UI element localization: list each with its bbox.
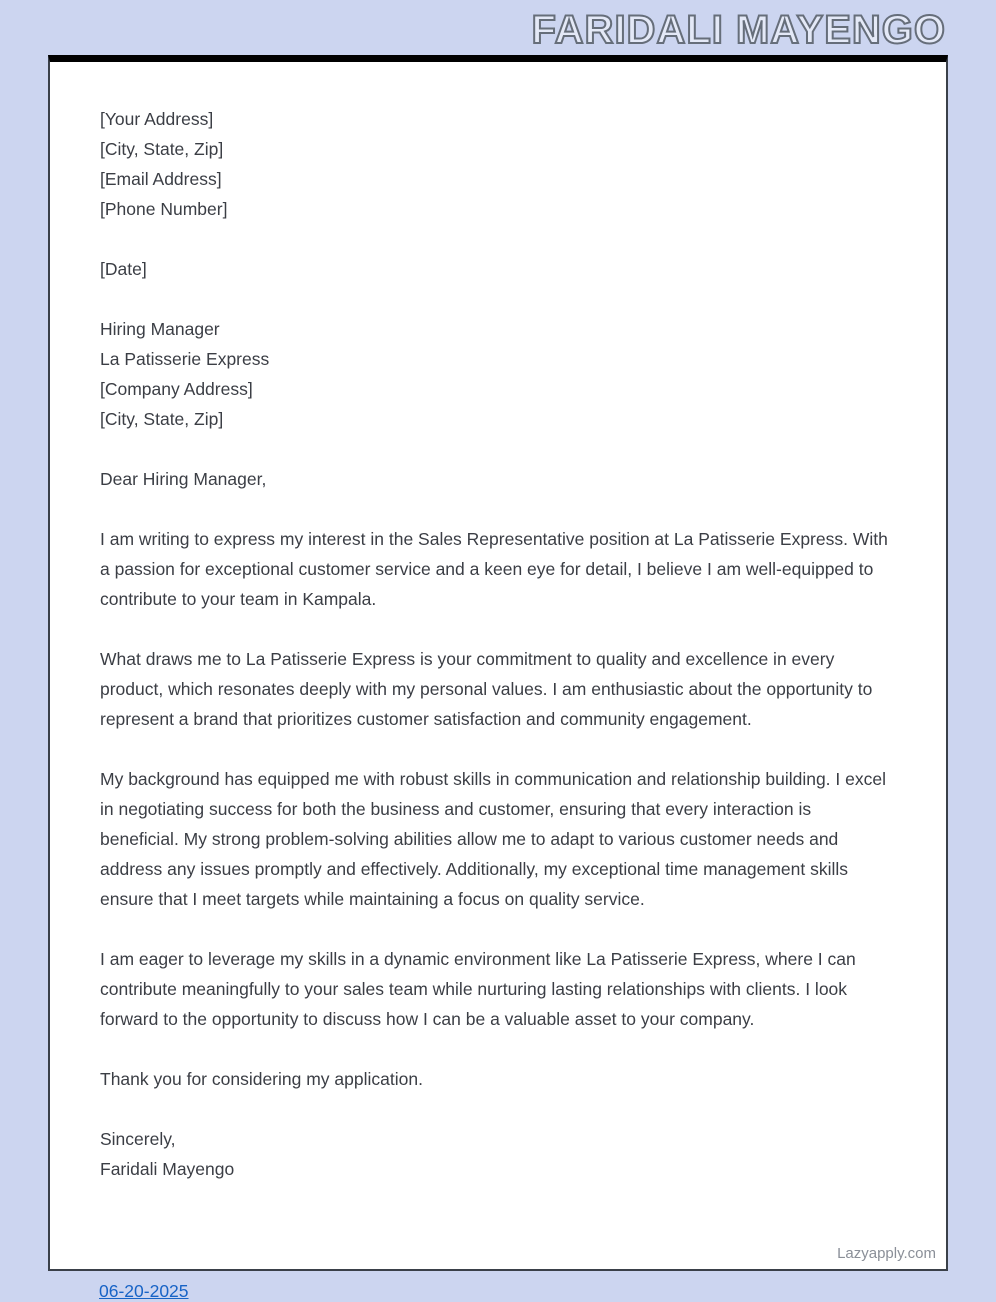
- recipient-company-line: La Patisserie Express: [100, 349, 270, 369]
- recipient-city-line: [City, State, Zip]: [100, 409, 224, 429]
- signature-name: Faridali Mayengo: [100, 1159, 235, 1179]
- page-title: FARIDALI MAYENGO: [531, 8, 946, 52]
- recipient-title-line: Hiring Manager: [100, 319, 220, 339]
- signature-block: [100, 1124, 890, 1184]
- signoff: Sincerely,: [100, 1129, 176, 1149]
- body-paragraph-1: I am writing to express my interest in the Sales Representative position at La Patisserie Express. With a passion for exceptional customer service and a keen eye for detail, I believe I am well-equipped to contribute to your team in Kampala.: [100, 529, 888, 609]
- closing-thanks: Thank you for considering my application.: [100, 1069, 423, 1089]
- salutation-text: Dear Hiring Manager,: [100, 469, 267, 489]
- body-paragraph-4: I am eager to leverage my skills in a dynamic environment like La Patisserie Express, where I can contribute meaningfully to your sales team while nurturing lasting relationships with clients. I look forward to the opportunity to discuss how I can be a valuable asset to your company.: [100, 949, 856, 1029]
- sender-email-line: [Email Address]: [100, 169, 222, 189]
- recipient-address-line: [Company Address]: [100, 379, 253, 399]
- footer-date-link[interactable]: 06-20-2025: [99, 1281, 189, 1301]
- sender-address-line: [Your Address]: [100, 109, 214, 129]
- body-paragraph-2: What draws me to La Patisserie Express is your commitment to quality and excellence in every product, which resonates deeply with my personal values. I am enthusiastic about the opportunity to represent a brand that prioritizes customer satisfaction and community engagement.: [100, 649, 873, 729]
- sender-address-block: [100, 104, 890, 224]
- date-placeholder: [Date]: [100, 259, 147, 279]
- salutation: [100, 464, 890, 494]
- sender-city-line: [City, State, Zip]: [100, 139, 224, 159]
- body-paragraph-3: My background has equipped me with robust skills in communication and relationship building. I excel in negotiating success for both the business and customer, ensuring that every interaction is beneficial. My strong problem-solving abilities allow me to adapt to various customer needs and address any issues promptly and effectively. Additionally, my exceptional time management skills ensure that I meet targets while maintaining a focus on quality service.: [100, 769, 886, 909]
- recipient-address-block: [100, 314, 890, 434]
- lazyapply-watermark: Lazyapply.com: [837, 1245, 936, 1262]
- date-block: [100, 254, 890, 284]
- sender-phone-line: [Phone Number]: [100, 199, 228, 219]
- letter-page: [48, 55, 948, 1271]
